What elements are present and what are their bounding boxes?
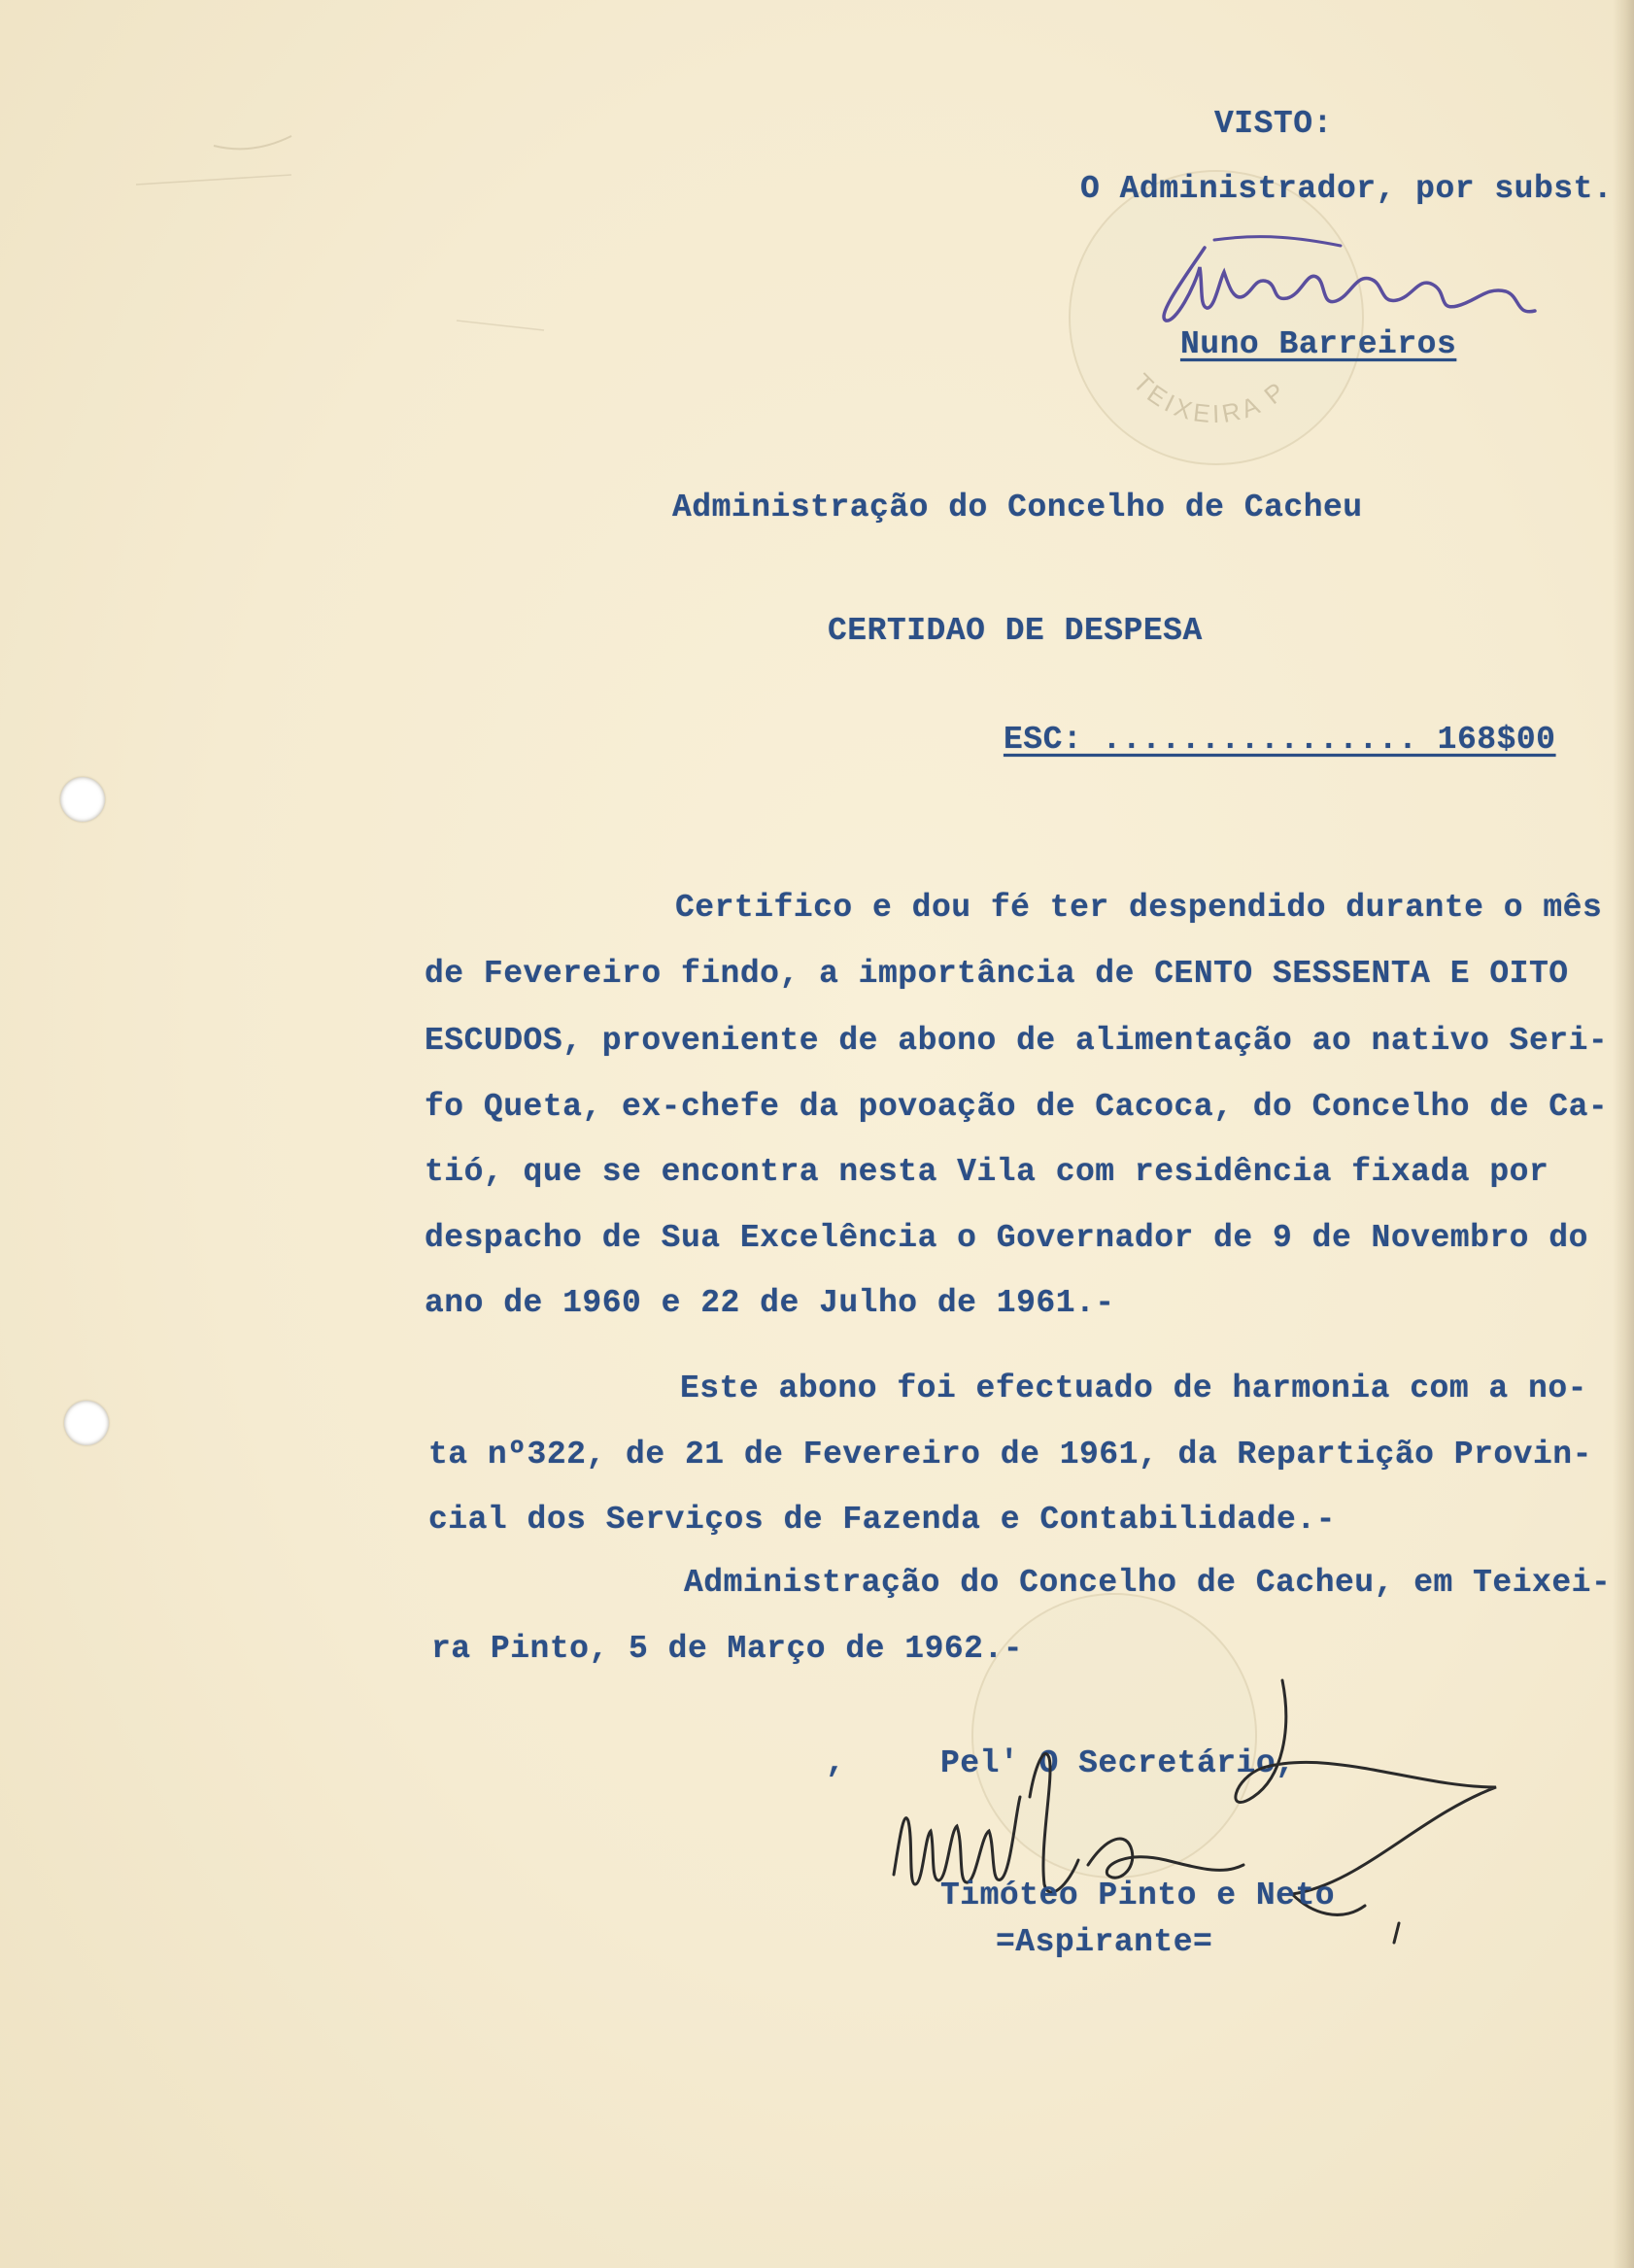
seal-lettering: TEIXEIRA P — [1127, 367, 1293, 429]
text-line: tió, que se encontra nesta Vila com residência fixada por — [425, 1154, 1549, 1190]
text-line: Este abono foi efectuado de harmonia com a no- — [680, 1371, 1587, 1406]
svg-text:TEIXEIRA P — [1128, 367, 1293, 428]
text-line: fo Queta, ex-chefe da povoação de Cacoca, do Concelho de Ca- — [425, 1089, 1609, 1125]
document-title: CERTIDAO DE DESPESA — [828, 613, 1203, 649]
secretary-title: =Aspirante= — [996, 1924, 1213, 1960]
text-line: Administração do Concelho de Cacheu, em Teixei- — [684, 1565, 1612, 1601]
text-line: Certifico e dou fé ter despendido durante o mês — [675, 890, 1603, 926]
paper-edge-shadow — [1613, 0, 1634, 2268]
visto-role: O Administrador, por subst. — [1080, 171, 1614, 207]
visto-title: VISTO: — [1214, 106, 1333, 142]
text-line: de Fevereiro findo, a importância de CENTO SESSENTA E OITO — [425, 956, 1569, 992]
punch-hole-bottom — [64, 1401, 109, 1445]
text-line: despacho de Sua Excelência o Governador de 9 de Novembro do — [425, 1220, 1588, 1256]
administrator-name: Nuno Barreiros — [1180, 326, 1457, 362]
text-line: ra Pinto, 5 de Março de 1962.- — [431, 1631, 1024, 1667]
administrator-signature — [1146, 228, 1574, 335]
text-line: ta nº322, de 21 de Fevereiro de 1961, da Repartição Provin- — [428, 1437, 1592, 1473]
secretary-name: Timóteo Pinto e Neto — [940, 1878, 1336, 1913]
office-name: Administração do Concelho de Cacheu — [672, 490, 1363, 525]
text-line: cial dos Serviços de Fazenda e Contabilidade.- — [428, 1502, 1336, 1538]
text-line: ano de 1960 e 22 de Julho de 1961.- — [425, 1285, 1115, 1321]
text-line: ESCUDOS, proveniente de abono de alimentação ao nativo Seri- — [425, 1023, 1609, 1059]
punch-hole-top — [60, 777, 105, 822]
secretary-label: Pel' O Secretário, — [940, 1745, 1296, 1781]
amount-line: ESC: ................ 168$00 — [1004, 722, 1556, 758]
stray-comma: , — [826, 1744, 846, 1780]
